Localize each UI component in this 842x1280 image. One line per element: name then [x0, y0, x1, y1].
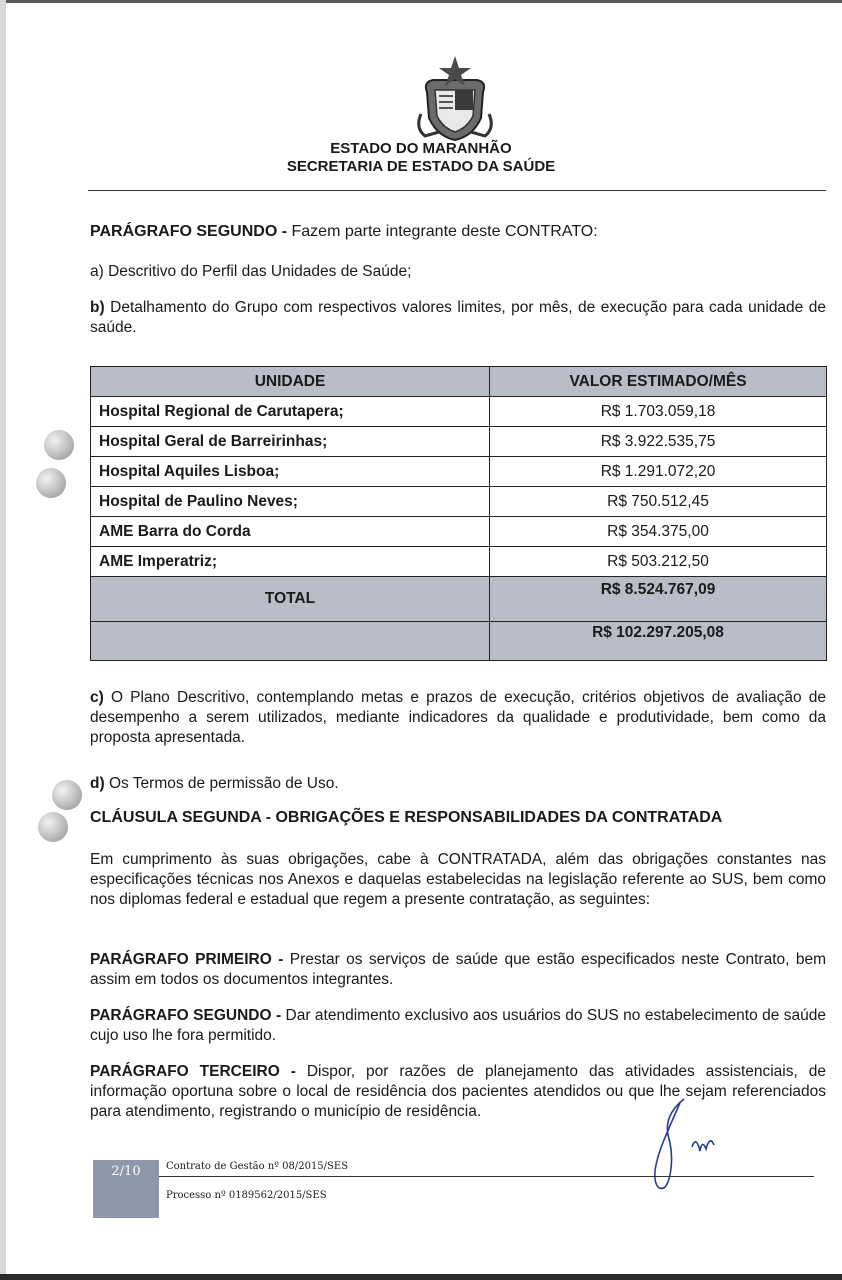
- total-month-value: R$ 8.524.767,09: [490, 577, 827, 622]
- unit-name: Hospital Regional de Carutapera;: [91, 397, 490, 427]
- page-edge-top: [0, 0, 842, 3]
- page-number: 2/10: [111, 1164, 141, 1179]
- punch-hole: [44, 430, 74, 460]
- table-row: [91, 547, 827, 577]
- footer-process: Processo nº 0189562/2015/SES: [166, 1190, 327, 1201]
- item-c-text: O Plano Descritivo, contemplando metas e prazos de execução, critérios objetivos de avaliação de desempenho a serem utilizados, mediante indicadores da qualidade e produtividade, bem como da proposta apresentada.: [90, 689, 826, 746]
- paragrafo-terceiro-label: PARÁGRAFO TERCEIRO -: [90, 1063, 296, 1080]
- item-a-label: a): [90, 263, 104, 280]
- secretariat-name: SECRETARIA DE ESTADO DA SAÚDE: [286, 158, 556, 175]
- paragrafo-segundo-b-text: Dar atendimento exclusivo aos usuários do SUS no estabelecimento de saúde cujo uso lhe fora permitido.: [90, 1007, 826, 1044]
- paragrafo-segundo-b: [90, 1006, 826, 1046]
- paragrafo-primeiro-label: PARÁGRAFO PRIMEIRO -: [90, 951, 284, 968]
- table-row: [91, 487, 827, 517]
- paragrafo-terceiro-text: Dispor, por razões de planejamento das atividades assistenciais, de informação oportuna sobre o local de residência dos pacientes atendidos ou que lhe sejam referenciados para atendimento, registrando o município de residência.: [90, 1063, 826, 1120]
- total-label: TOTAL: [91, 577, 490, 622]
- unit-name: Hospital de Paulino Neves;: [91, 487, 490, 517]
- unit-name: AME Imperatriz;: [91, 547, 490, 577]
- item-a: [90, 262, 826, 282]
- unit-value: R$ 750.512,45: [490, 487, 827, 517]
- table-row: [91, 397, 827, 427]
- header-value: VALOR ESTIMADO/MÊS: [490, 367, 827, 397]
- item-b: [90, 298, 826, 338]
- paragrafo-segundo-b-label: PARÁGRAFO SEGUNDO -: [90, 1007, 282, 1024]
- item-b-label: b): [90, 299, 105, 316]
- paragrafo-segundo-label: PARÁGRAFO SEGUNDO -: [90, 223, 288, 240]
- footer-contract: Contrato de Gestão nº 08/2015/SES: [166, 1161, 349, 1172]
- table-row: [91, 517, 827, 547]
- handwritten-signature-icon: [640, 1095, 730, 1195]
- header-unit: UNIDADE: [91, 367, 490, 397]
- item-c: [90, 688, 826, 748]
- clausula-segunda-intro: Em cumprimento às suas obrigações, cabe à CONTRATADA, além das obrigações constantes nas especificações técnicas nos Anexos e daquelas estabelecidas na legislação referente ao SUS, bem como nos diplomas federal e estadual que regem a presente contratação, as seguintes:: [90, 851, 826, 908]
- unit-name: Hospital Aquiles Lisboa;: [91, 457, 490, 487]
- units-values-table: [90, 366, 827, 661]
- paragrafo-primeiro: [90, 950, 826, 990]
- unit-value: R$ 3.922.535,75: [490, 427, 827, 457]
- item-c-label: c): [90, 689, 104, 706]
- item-a-text: Descritivo do Perfil das Unidades de Saúde;: [108, 263, 412, 280]
- paragrafo-segundo: [90, 222, 826, 242]
- unit-value: R$ 354.375,00: [490, 517, 827, 547]
- table-header-row: [91, 367, 827, 397]
- punch-hole: [36, 468, 66, 498]
- unit-value: R$ 1.291.072,20: [490, 457, 827, 487]
- unit-value: R$ 503.212,50: [490, 547, 827, 577]
- total-year-empty-cell: [91, 622, 490, 661]
- item-d: [90, 774, 826, 794]
- total-year-value: R$ 102.297.205,08: [490, 622, 827, 661]
- header-divider: [88, 190, 826, 191]
- item-d-label: d): [90, 775, 105, 792]
- item-d-text: Os Termos de permissão de Uso.: [108, 775, 339, 792]
- page-edge-bottom: [0, 1274, 842, 1280]
- total-row: [91, 577, 827, 622]
- paragrafo-segundo-text: Fazem parte integrante deste CONTRATO:: [291, 223, 598, 240]
- punch-hole: [38, 812, 68, 842]
- unit-name: Hospital Geral de Barreirinhas;: [91, 427, 490, 457]
- total-year-row: [91, 622, 827, 661]
- punch-hole: [52, 780, 82, 810]
- item-b-text: Detalhamento do Grupo com respectivos valores limites, por mês, de execução para cada unidade de saúde.: [90, 299, 827, 336]
- unit-name: AME Barra do Corda: [91, 517, 490, 547]
- table-row: [91, 427, 827, 457]
- footer-divider: [159, 1176, 814, 1177]
- state-coat-of-arms-icon: [413, 52, 497, 142]
- page-edge-left: [0, 0, 6, 1280]
- paragrafo-primeiro-text: Prestar os serviços de saúde que estão especificados neste Contrato, bem assim em todos os documentos integrantes.: [90, 951, 826, 988]
- table-row: [91, 457, 827, 487]
- state-name: ESTADO DO MARANHÃO: [330, 140, 512, 157]
- unit-value: R$ 1.703.059,18: [490, 397, 827, 427]
- clausula-segunda-title: CLÁUSULA SEGUNDA - OBRIGAÇÕES E RESPONSABILIDADES DA CONTRATADA: [90, 809, 723, 826]
